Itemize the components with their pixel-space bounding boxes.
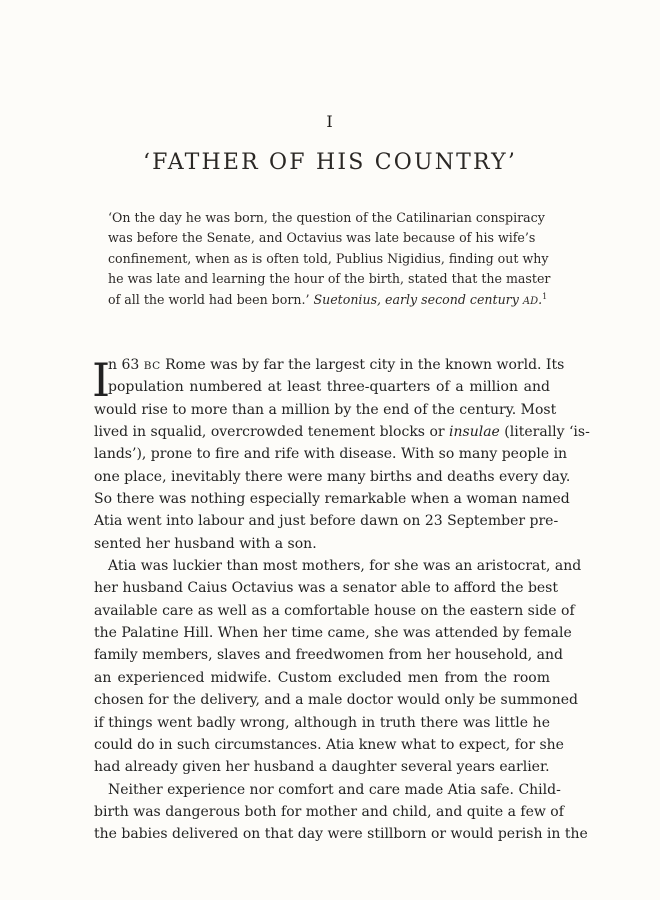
body-line: family members, slaves and freedwomen from her household, and: [94, 647, 563, 664]
body-line: chosen for the delivery, and a male doctor would only be summoned: [94, 692, 578, 709]
body-line: Atia went into labour and just before dawn on 23 September pre-: [94, 513, 559, 530]
body-line: sented her husband with a son.: [94, 535, 317, 552]
epigraph-line-last: of all the world had been born.’ Suetonius, early second century AD.$^1$: [108, 291, 548, 307]
footnote-marker: 1: [542, 291, 548, 301]
epigraph-era: AD: [522, 295, 539, 307]
body-line: n 63 BC Rome was by far the largest city in the known world. Its: [108, 357, 565, 373]
epigraph-line: he was late and learning the hour of the birth, stated that the master: [108, 271, 551, 287]
body-line: her husband Caius Octavius was a senator able to afford the best: [94, 580, 558, 597]
body-line: So there was nothing especially remarkable when a woman named: [94, 491, 570, 508]
epigraph-line: ‘On the day he was born, the question of the Catilinarian conspiracy: [108, 210, 545, 225]
body-line: one place, inevitably there were many births and deaths every day.: [94, 468, 571, 485]
body-text: [94, 354, 590, 846]
body-line: the babies delivered on that day were stillborn or would perish in the: [94, 826, 588, 843]
epigraph-text: of all the world had been born.’: [108, 291, 310, 307]
epigraph-source: Suetonius, early second century: [313, 291, 519, 307]
epigraph: [108, 208, 558, 312]
body-line: the Palatine Hill. When her time came, she was attended by female: [94, 625, 572, 642]
body-line: available care as well as a comfortable house on the eastern side of: [94, 602, 575, 619]
body-line: would rise to more than a million by the end of the century. Most: [94, 401, 557, 418]
body-line: Atia was luckier than most mothers, for she was an aristocrat, and: [108, 558, 582, 575]
body-line: birth was dangerous both for mother and child, and quite a few of: [94, 803, 564, 820]
drop-cap: I: [92, 353, 111, 407]
body-line: lands’), prone to fire and rife with disease. With so many people in: [94, 446, 568, 463]
chapter-number: I: [326, 112, 334, 131]
body-line: population numbered at least three-quarters of a million and: [108, 379, 550, 396]
body-line: if things went badly wrong, although in truth there was little he: [94, 714, 550, 731]
body-line: could do in such circumstances. Atia knew what to expect, for she: [94, 736, 564, 753]
body-line: an experienced midwife. Custom excluded men from the room: [94, 669, 550, 686]
body-line: lived in squalid, overcrowded tenement blocks or insulae (literally ‘is-: [94, 424, 590, 441]
epigraph-line: was before the Senate, and Octavius was late because of his wife’s: [108, 230, 536, 246]
epigraph-line: confinement, when as is often told, Publius Nigidius, finding out why: [108, 250, 549, 266]
body-line: had already given her husband a daughter several years earlier.: [94, 759, 550, 776]
body-line: Neither experience nor comfort and care made Atia safe. Child-: [108, 781, 561, 798]
chapter-title: ‘FATHER OF HIS COUNTRY’: [142, 150, 518, 175]
